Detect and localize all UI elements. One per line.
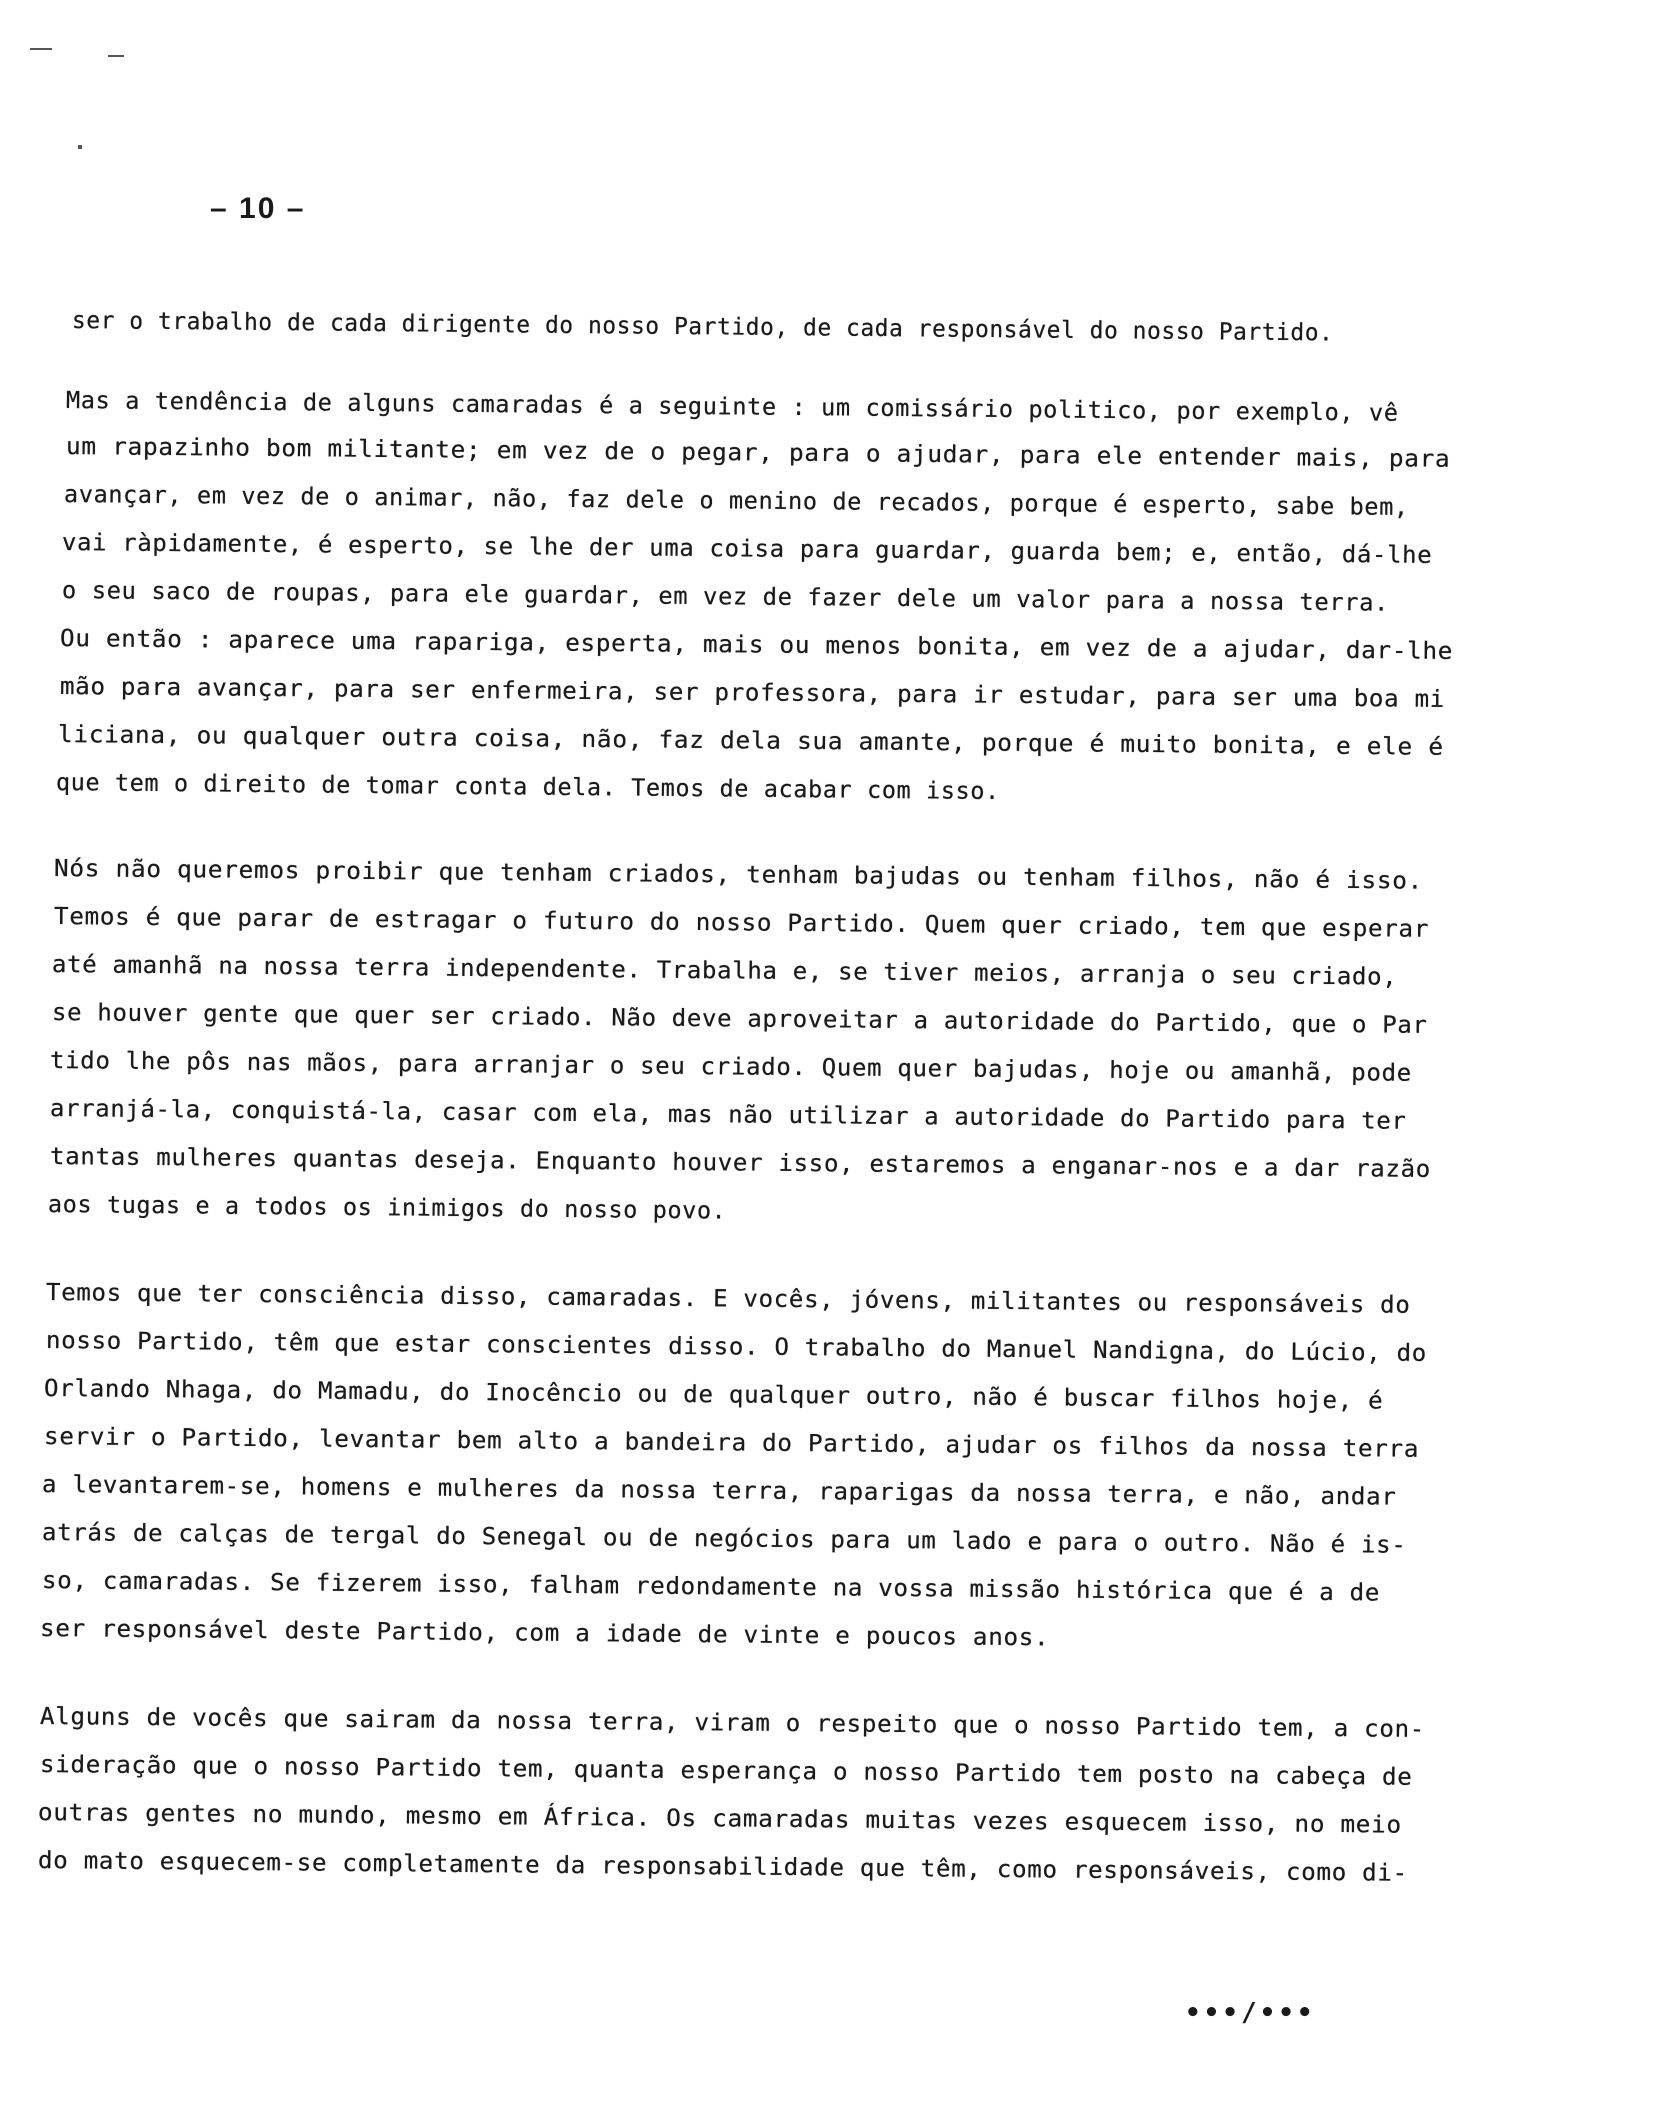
text-line: liciana, ou qualquer outra coisa, não, faz dela sua amante, porque é muito bonita, e ele é bbox=[57, 720, 1444, 761]
text-line: Ou então : aparece uma rapariga, esperta, mais ou menos bonita, em vez de a ajudar, dar-lhe bbox=[59, 624, 1454, 665]
text-line: avançar, em vez de o animar, não, faz dele o menino de recados, porque é esperto, sabe bem, bbox=[63, 480, 1409, 521]
text-line: do mato esquecem-se completamente da responsabilidade que têm, como responsáveis, como di- bbox=[37, 1846, 1408, 1887]
text-line: o seu saco de roupas, para ele guardar, em vez de fazer dele um valor para a nossa terra. bbox=[61, 576, 1390, 617]
text-line: Mas a tendência de alguns camaradas é a seguinte : um comissário politico, por exemplo, vê bbox=[65, 386, 1399, 427]
text-line: aos tugas e a todos os inimigos do nosso povo. bbox=[47, 1190, 727, 1225]
text-line: a levantarem-se, homens e mulheres da nossa terra, raparigas da nossa terra, e não, andar bbox=[41, 1470, 1397, 1511]
text-line: um rapazinho bom militante; em vez de o pegar, para o ajudar, para ele entender mais, para bbox=[65, 432, 1451, 473]
scan-speck bbox=[108, 55, 124, 57]
text-line: atrás de calças de tergal do Senegal ou de negócios para um lado e para o outro. Não é is- bbox=[41, 1518, 1407, 1559]
page-number: – 10 – bbox=[210, 192, 306, 225]
text-line: mão para avançar, para ser enfermeira, ser professora, para ir estudar, para ser uma boa mi bbox=[59, 672, 1446, 713]
text-line: Alguns de vocês que sairam da nossa terra, viram o respeito que o nosso Partido tem, a con- bbox=[39, 1702, 1426, 1743]
scan-speck bbox=[30, 48, 52, 50]
text-line: tido lhe pôs nas mãos, para arranjar o seu criado. Quem quer bajudas, hoje ou amanhã, pode bbox=[49, 1046, 1412, 1087]
text-line: arranjá-la, conquistá-la, casar com ela, mas não utilizar a autoridade do Partido para ter bbox=[49, 1094, 1407, 1135]
text-line: vai ràpidamente, é esperto, se lhe der uma coisa para guardar, guarda bem; e, então, dá-lhe bbox=[61, 528, 1433, 569]
text-line: sideração que o nosso Partido tem, quanta esperança o nosso Partido tem posto na cabeça de bbox=[39, 1750, 1413, 1791]
text-line: até amanhã na nossa terra independente. Trabalha e, se tiver meios, arranja o seu criado, bbox=[51, 950, 1398, 991]
text-line: ser responsável deste Partido, com a idade de vinte e poucos anos. bbox=[39, 1614, 1050, 1652]
text-line: Temos que ter consciência disso, camaradas. E vocês, jóvens, militantes ou responsáveis do bbox=[45, 1278, 1411, 1319]
text-line: so, camaradas. Se fizerem isso, falham redondamente na vossa missão histórica que é a de bbox=[41, 1566, 1381, 1607]
text-line: servir o Partido, levantar bem alto a bandeira do Partido, ajudar os filhos da nossa terra bbox=[43, 1422, 1420, 1463]
continuation-mark: •••/••• bbox=[1185, 1998, 1316, 2028]
text-line: tantas mulheres quantas deseja. Enquanto houver isso, estaremos a enganar-nos e a dar razão bbox=[49, 1142, 1432, 1183]
text-line: Temos é que parar de estragar o futuro do nosso Partido. Quem quer criado, tem que esperar bbox=[53, 902, 1430, 943]
text-line: ser o trabalho de cada dirigente do nosso Partido, de cada responsável do nosso Partido. bbox=[71, 306, 1334, 347]
text-line: Orlando Nhaga, do Mamadu, do Inocêncio ou de qualquer outro, não é buscar filhos hoje, é bbox=[43, 1374, 1384, 1415]
text-line: nosso Partido, têm que estar conscientes disso. O trabalho do Manuel Nandigna, do Lúcio, do bbox=[45, 1326, 1428, 1367]
text-line: outras gentes no mundo, mesmo em África. Os camaradas muitas vezes esquecem isso, no meio bbox=[37, 1798, 1402, 1839]
text-line: que tem o direito de tomar conta dela. Temos de acabar com isso. bbox=[55, 768, 1000, 806]
text-line: Nós não queremos proibir que tenham criados, tenham bajudas ou tenham filhos, não é isso. bbox=[53, 854, 1424, 895]
scan-speck bbox=[78, 145, 82, 149]
text-line: se houver gente que quer ser criado. Não deve aproveitar a autoridade do Partido, que o Par bbox=[51, 998, 1428, 1039]
